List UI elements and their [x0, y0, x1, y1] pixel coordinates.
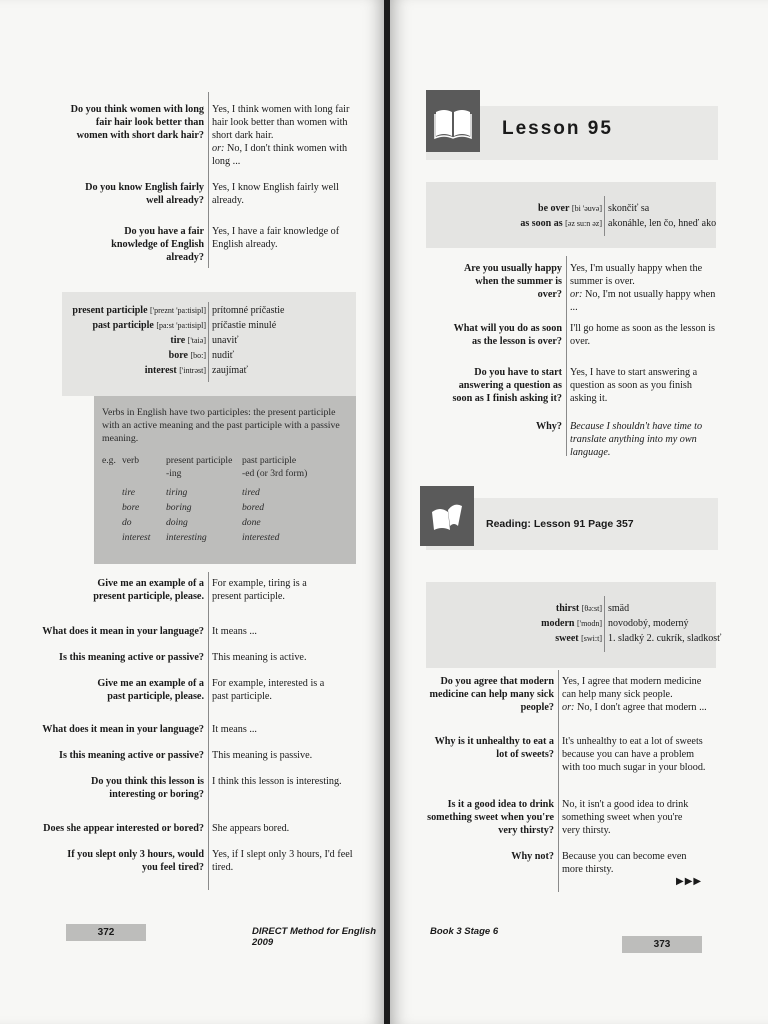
- left-page: Do you think women with long fair hair look better than women with short dark hair? Yes, I think women with long fair hair look better than women with short dark hair. or: No, I don't think women with long ... Do you know English fairly well already? Yes, I know English fairly well already. Do you have a fair knowledge of English already? Yes, I have a fair knowledge of English already. present participle ['preznt 'pa:tisipl] past participle [pa:st 'pa:tisipl] tire ['taiə] bore [bo:] interest ['intrəst] prítomné príčastie príčastie minulé unaviť nudiť zaujímať Verbs in English have two participles: the present participle with an active meaning and the past participle with a passive meaning. e.g. verb present participle past participle -ing -ed (or 3rd form) tire tiring tired bore boring bored do doing done interest interesting interested Give me an example of a present participle, please. For example, tiring is a present participle. What does it mean in your language? It means ... Is this meaning active or passive? This meaning is active. Give me an example of a past participle, please. For example, interested is a past participle. What does it mean in your language? It means ... Is this meaning active or passive? This meaning is passive. Do you think this lesson is interesting or boring? I think this lesson is interesting. Does she appear interested or bored? She appears bored. If you slept only 3 hours, would you feel tired? Yes, if I slept only 3 hours, I'd feel tired. 372 DIRECT Method for English 2009: [0, 0, 384, 1024]
- vocabulary-box: thirst [θə:st] modern ['modn] sweet [swi:t] smäd novodobý, moderný 1. sladký 2. cukrík, sladkosť: [426, 582, 716, 668]
- vocab-translation: nudiť: [212, 350, 235, 361]
- question: Do you think women with long fair hair look better than women with short dark hair?: [70, 104, 204, 141]
- footer-title: DIRECT Method for English 2009: [252, 926, 377, 948]
- table-header: past participle: [242, 455, 297, 466]
- vocab-row: interest ['intrəst]: [144, 365, 206, 376]
- book-icon: [420, 486, 474, 546]
- grammar-text: Verbs in English have two participles: the present participle with an active meaning and the past participle with a passive meaning.: [102, 407, 340, 444]
- book-icon: [426, 90, 480, 152]
- vocabulary-box: [62, 292, 356, 396]
- column-divider: [566, 256, 567, 456]
- page-number: 373: [622, 936, 702, 953]
- page-number: 372: [66, 924, 146, 941]
- reading-title: Reading: Lesson 91 Page 357: [486, 518, 634, 530]
- vocab-translation: unaviť: [212, 335, 239, 346]
- answer: [212, 103, 358, 168]
- vocab-row: bore [bo:]: [168, 350, 206, 361]
- open-book-icon: [426, 90, 480, 152]
- reading-book-icon: [420, 486, 474, 546]
- alt-answer: or: No, I don't think women with long ...: [212, 143, 348, 167]
- column-divider: [208, 302, 209, 382]
- footer-title: Book 3 Stage 6: [430, 926, 499, 937]
- vocabulary-box: be over [bi 'əuvə] as soon as [əz su:n əz] skončiť sa akonáhle, len čo, hneď ako: [426, 182, 716, 248]
- column-divider: [604, 196, 605, 236]
- column-divider: [208, 92, 209, 268]
- column-divider: [604, 596, 605, 652]
- lesson-title: Lesson 95: [502, 118, 613, 139]
- continue-arrows: ▶▶▶: [676, 876, 703, 887]
- vocab-translation: príčastie minulé: [212, 320, 277, 331]
- grammar-box: [94, 396, 356, 564]
- answer: Yes, I have a fair knowledge of English already.: [212, 226, 340, 250]
- grammar-table: e.g. verb present participle past participle -ing -ed (or 3rd form) tire tiring tired bore boring bored do doing done interest interesting interested: [102, 455, 308, 543]
- table-header: present participle: [166, 455, 233, 466]
- answer-text: Yes, I think women with long fair hair look better than women with short dark hair.: [212, 104, 350, 141]
- vocab-row: present participle ['preznt 'pa:tisipl]: [72, 305, 206, 316]
- question: Do you have a fair knowledge of English already?: [111, 226, 204, 263]
- question: Do you know English fairly well already?: [85, 182, 204, 206]
- vocab-row: past participle [pa:st 'pa:tisipl]: [92, 320, 206, 331]
- vocab-translation: prítomné príčastie: [212, 305, 285, 316]
- vocab-row: tire ['taiə]: [170, 335, 206, 346]
- column-divider: [208, 572, 209, 890]
- column-divider: [558, 670, 559, 892]
- table-header: verb: [122, 455, 140, 466]
- right-page: Lesson 95 be over [bi 'əuvə] as soon as [əz su:n əz] skončiť sa akonáhle, len čo, hneď ako Are you usually happy when the summer is over? Yes, I'm usually happy when the summer is over. or: No, I'm not usually happy when ... What will you do as soon as the lesson is over? I'll go home as soon as the lesson is over. Do you have to start answering a question as soon as I finish asking it? Yes, I have to start answering a question as soon as you finish asking it. Why? Because I shouldn't have time to translate anything into my own language. Reading: Lesson 91 Page 357 thirst [θə:st] modern ['modn] sweet [swi:t] smäd novodobý, moderný 1. sladký 2. cukrík, sladkosť Do you agree that modern medicine can help many sick people? Yes, I agree that modern medicine can help many sick people. or: No, I don't agree that modern ... Why is it unhealthy to eat a lot of sweets? It's unhealthy to eat a lot of sweets because you can have a problem with too much sugar in your blood. Is it a good idea to drink something sweet when you're very thirsty? No, it isn't a good idea to drink something sweet when you're very thirsty. Why not? Because you can become even more thirsty. ▶▶▶ Book 3 Stage 6 373: [390, 0, 768, 1024]
- vocab-translation: zaujímať: [212, 365, 248, 376]
- answer: Yes, I know English fairly well already.: [212, 182, 339, 206]
